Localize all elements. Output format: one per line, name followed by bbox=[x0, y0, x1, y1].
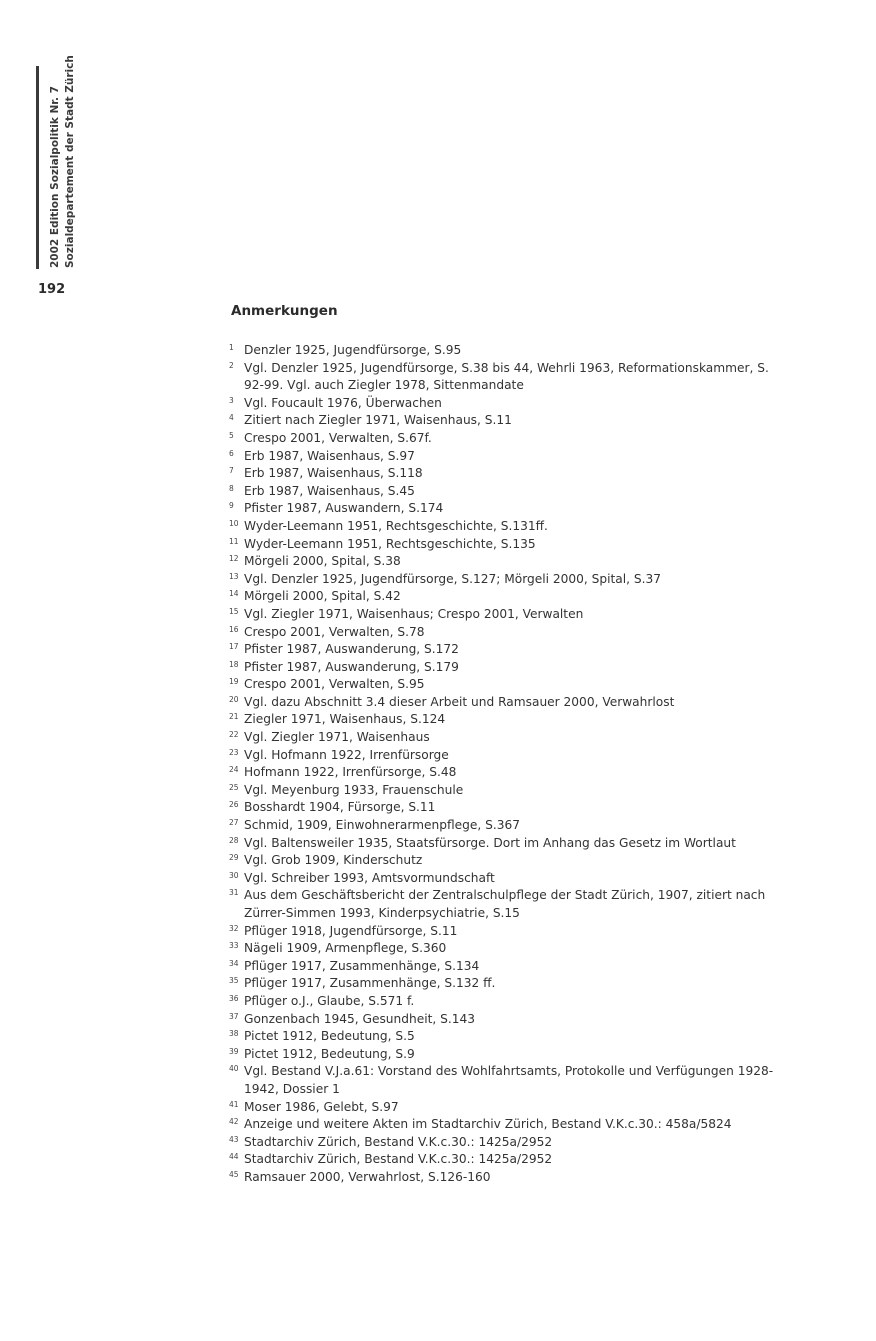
note-item bbox=[229, 430, 789, 448]
note-item bbox=[229, 799, 789, 817]
note-number: 4 bbox=[229, 413, 234, 423]
note-number: 44 bbox=[229, 1152, 239, 1162]
note-number: 37 bbox=[229, 1011, 239, 1021]
note-text: Stadtarchiv Zürich, Bestand V.K.c.30.: 1425a/2952 bbox=[244, 1152, 553, 1167]
note-number: 8 bbox=[229, 483, 234, 493]
sidebar-publication-info bbox=[48, 55, 78, 268]
note-item bbox=[229, 395, 789, 413]
note-text: Bosshardt 1904, Fürsorge, S.11 bbox=[244, 800, 436, 815]
note-item bbox=[229, 817, 789, 835]
note-item bbox=[229, 711, 789, 729]
note-number: 26 bbox=[229, 800, 239, 810]
note-item bbox=[229, 571, 789, 589]
note-text: Gonzenbach 1945, Gesundheit, S.143 bbox=[244, 1011, 475, 1026]
notes-list bbox=[229, 342, 789, 1187]
note-item bbox=[229, 360, 789, 395]
note-number: 2 bbox=[229, 360, 234, 370]
note-text: Ramsauer 2000, Verwahrlost, S.126-160 bbox=[244, 1169, 491, 1184]
note-number: 17 bbox=[229, 642, 239, 652]
note-number: 36 bbox=[229, 993, 239, 1003]
note-text: Pfister 1987, Auswandern, S.174 bbox=[244, 501, 444, 516]
note-text: Pictet 1912, Bedeutung, S.5 bbox=[244, 1029, 415, 1044]
note-number: 45 bbox=[229, 1169, 239, 1179]
note-number: 42 bbox=[229, 1117, 239, 1127]
note-number: 32 bbox=[229, 923, 239, 933]
note-item bbox=[229, 588, 789, 606]
note-number: 7 bbox=[229, 466, 234, 476]
note-number: 40 bbox=[229, 1064, 239, 1074]
note-text: Zitiert nach Ziegler 1971, Waisenhaus, S.11 bbox=[244, 413, 512, 428]
note-number: 15 bbox=[229, 606, 239, 616]
note-number: 43 bbox=[229, 1134, 239, 1144]
note-item bbox=[229, 1116, 789, 1134]
note-number: 25 bbox=[229, 782, 239, 792]
note-item bbox=[229, 518, 789, 536]
note-item bbox=[229, 835, 789, 853]
note-text: Erb 1987, Waisenhaus, S.118 bbox=[244, 466, 423, 481]
note-text: Vgl. Schreiber 1993, Amtsvormundschaft bbox=[244, 870, 495, 885]
note-number: 39 bbox=[229, 1046, 239, 1056]
note-item bbox=[229, 782, 789, 800]
note-number: 18 bbox=[229, 659, 239, 669]
note-item bbox=[229, 483, 789, 501]
note-item bbox=[229, 448, 789, 466]
note-number: 12 bbox=[229, 554, 239, 564]
note-text: Vgl. Baltensweiler 1935, Staatsfürsorge. Dort im Anhang das Gesetz im Wortlaut bbox=[244, 835, 736, 850]
note-item bbox=[229, 694, 789, 712]
note-item bbox=[229, 993, 789, 1011]
note-item bbox=[229, 747, 789, 765]
note-item bbox=[229, 870, 789, 888]
note-number: 16 bbox=[229, 624, 239, 634]
notes-heading: Anmerkungen bbox=[231, 303, 338, 319]
note-item bbox=[229, 887, 789, 922]
sidebar-department-line: Sozialdepartement der Stadt Zürich bbox=[64, 55, 76, 268]
note-number: 9 bbox=[229, 501, 234, 511]
note-item bbox=[229, 764, 789, 782]
note-text: Wyder-Leemann 1951, Rechtsgeschichte, S.135 bbox=[244, 536, 536, 551]
note-item bbox=[229, 606, 789, 624]
note-number: 21 bbox=[229, 712, 239, 722]
note-item bbox=[229, 342, 789, 360]
note-text: Schmid, 1909, Einwohnerarmenpflege, S.367 bbox=[244, 818, 520, 833]
note-item bbox=[229, 553, 789, 571]
note-text: Wyder-Leemann 1951, Rechtsgeschichte, S.131ff. bbox=[244, 518, 548, 533]
note-text: Erb 1987, Waisenhaus, S.45 bbox=[244, 483, 415, 498]
note-item bbox=[229, 536, 789, 554]
note-text: Vgl. Denzler 1925, Jugendfürsorge, S.38 bis 44, Wehrli 1963, Reformationskammer, S. 92-99. Vgl. auch Ziegler 1978, Sittenmandate bbox=[244, 360, 769, 393]
note-item bbox=[229, 1151, 789, 1169]
note-number: 35 bbox=[229, 976, 239, 986]
note-text: Ziegler 1971, Waisenhaus, S.124 bbox=[244, 712, 446, 727]
note-number: 6 bbox=[229, 448, 234, 458]
note-number: 10 bbox=[229, 518, 239, 528]
note-text: Pflüger 1918, Jugendfürsorge, S.11 bbox=[244, 923, 458, 938]
note-number: 11 bbox=[229, 536, 239, 546]
note-number: 24 bbox=[229, 765, 239, 775]
note-item bbox=[229, 958, 789, 976]
note-item bbox=[229, 1046, 789, 1064]
note-text: Vgl. Denzler 1925, Jugendfürsorge, S.127; Mörgeli 2000, Spital, S.37 bbox=[244, 571, 661, 586]
note-text: Vgl. Foucault 1976, Überwachen bbox=[244, 395, 442, 410]
note-number: 27 bbox=[229, 818, 239, 828]
note-item bbox=[229, 1169, 789, 1187]
note-number: 28 bbox=[229, 835, 239, 845]
note-text: Vgl. Bestand V.J.a.61: Vorstand des Wohlfahrtsamts, Protokolle und Verfügungen 1928-1942, Dossier 1 bbox=[244, 1064, 774, 1096]
note-text: Vgl. Ziegler 1971, Waisenhaus bbox=[244, 730, 430, 745]
note-text: Aus dem Geschäftsbericht der Zentralschulpflege der Stadt Zürich, 1907, zitiert nach Zürrer-Simmen 1993, Kinderpsychiatrie, S.15 bbox=[244, 888, 766, 920]
note-item bbox=[229, 412, 789, 430]
note-text: Vgl. Meyenburg 1933, Frauenschule bbox=[244, 782, 464, 797]
note-number: 38 bbox=[229, 1029, 239, 1039]
note-number: 3 bbox=[229, 395, 234, 405]
note-text: Moser 1986, Gelebt, S.97 bbox=[244, 1099, 399, 1114]
note-number: 5 bbox=[229, 430, 234, 440]
note-item bbox=[229, 676, 789, 694]
note-text: Stadtarchiv Zürich, Bestand V.K.c.30.: 1425a/2952 bbox=[244, 1134, 553, 1149]
note-item bbox=[229, 465, 789, 483]
note-item bbox=[229, 1099, 789, 1117]
note-text: Crespo 2001, Verwalten, S.67f. bbox=[244, 430, 432, 445]
note-number: 13 bbox=[229, 571, 239, 581]
note-text: Pflüger o.J., Glaube, S.571 f. bbox=[244, 993, 415, 1008]
note-text: Crespo 2001, Verwalten, S.95 bbox=[244, 677, 425, 692]
note-text: Erb 1987, Waisenhaus, S.97 bbox=[244, 448, 415, 463]
note-number: 29 bbox=[229, 853, 239, 863]
sidebar-rule bbox=[36, 66, 39, 269]
sidebar-edition-line: 2002 Edition Sozialpolitik Nr. 7 bbox=[49, 86, 61, 268]
note-number: 23 bbox=[229, 747, 239, 757]
page-number: 192 bbox=[38, 282, 66, 297]
note-item bbox=[229, 1063, 789, 1098]
note-item bbox=[229, 852, 789, 870]
note-item bbox=[229, 1011, 789, 1029]
note-item bbox=[229, 729, 789, 747]
note-number: 33 bbox=[229, 941, 239, 951]
note-item bbox=[229, 500, 789, 518]
note-text: Mörgeli 2000, Spital, S.38 bbox=[244, 554, 401, 569]
note-item bbox=[229, 624, 789, 642]
note-item bbox=[229, 940, 789, 958]
note-item bbox=[229, 641, 789, 659]
note-item bbox=[229, 975, 789, 993]
note-number: 20 bbox=[229, 694, 239, 704]
note-text: Pfister 1987, Auswanderung, S.179 bbox=[244, 659, 459, 674]
note-number: 19 bbox=[229, 677, 239, 687]
note-text: Pfister 1987, Auswanderung, S.172 bbox=[244, 642, 459, 657]
note-number: 1 bbox=[229, 343, 234, 352]
note-text: Nägeli 1909, Armenpflege, S.360 bbox=[244, 941, 447, 956]
note-text: Anzeige und weitere Akten im Stadtarchiv Zürich, Bestand V.K.c.30.: 458a/5824 bbox=[244, 1117, 732, 1132]
note-number: 31 bbox=[229, 888, 239, 898]
note-number: 41 bbox=[229, 1099, 239, 1109]
note-text: Denzler 1925, Jugendfürsorge, S.95 bbox=[244, 343, 462, 357]
note-number: 22 bbox=[229, 730, 239, 740]
note-text: Pflüger 1917, Zusammenhänge, S.134 bbox=[244, 958, 480, 973]
note-text: Hofmann 1922, Irrenfürsorge, S.48 bbox=[244, 765, 457, 780]
note-text: Vgl. Hofmann 1922, Irrenfürsorge bbox=[244, 747, 449, 762]
note-text: Vgl. Ziegler 1971, Waisenhaus; Crespo 2001, Verwalten bbox=[244, 606, 584, 621]
note-number: 14 bbox=[229, 589, 239, 599]
note-text: Pictet 1912, Bedeutung, S.9 bbox=[244, 1046, 415, 1061]
note-item bbox=[229, 1134, 789, 1152]
note-text: Vgl. Grob 1909, Kinderschutz bbox=[244, 853, 423, 868]
note-text: Crespo 2001, Verwalten, S.78 bbox=[244, 624, 425, 639]
note-text: Mörgeli 2000, Spital, S.42 bbox=[244, 589, 401, 604]
note-item bbox=[229, 659, 789, 677]
note-number: 34 bbox=[229, 958, 239, 968]
note-text: Pflüger 1917, Zusammenhänge, S.132 ff. bbox=[244, 976, 496, 991]
note-text: Vgl. dazu Abschnitt 3.4 dieser Arbeit und Ramsauer 2000, Verwahrlost bbox=[244, 694, 675, 709]
note-item bbox=[229, 1028, 789, 1046]
note-item bbox=[229, 923, 789, 941]
note-number: 30 bbox=[229, 870, 239, 880]
